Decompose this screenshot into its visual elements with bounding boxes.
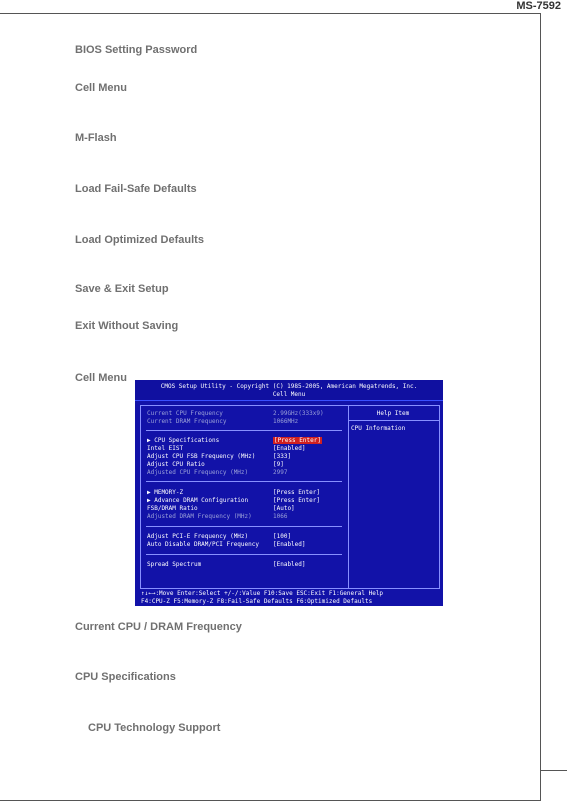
row-value[interactable]: [Enabled] [273,445,306,452]
bios-row-memory-z[interactable] [147,489,347,497]
row-value[interactable]: [Press Enter] [273,497,320,504]
right-margin-rule [540,13,541,801]
row-value: 1066MHz [273,418,299,425]
row-value: 2997 [273,469,288,476]
heading-cpu-specifications: CPU Specifications [75,671,176,683]
bios-screenshot [135,380,443,606]
heading-load-fail-safe-defaults: Load Fail-Safe Defaults [75,183,197,195]
row-label: Adjusted CPU Frequency (MHz) [147,469,249,476]
heading-cpu-technology-support: CPU Technology Support [88,722,221,734]
row-value[interactable]: [333] [273,453,292,460]
bios-separator [146,430,342,431]
key-legend-line-2: F4:CPU-Z F5:Memory-Z F8:Fail-Safe Defaults F6:Optimized Defaults [141,598,373,605]
bios-separator [146,554,342,555]
row-label: Adjust CPU FSB Frequency (MHz) [147,453,256,460]
row-value: 2.99GHz(333x9) [273,410,324,417]
bios-row-adjust-cpu-fsb[interactable] [147,453,347,461]
bios-title-bar [135,380,443,401]
row-label: ▶ Advance DRAM Configuration [147,497,249,504]
bios-separator [146,481,342,482]
row-value[interactable]: [Auto] [273,505,295,512]
row-label: Current CPU Frequency [147,410,223,417]
heading-exit-without-saving: Exit Without Saving [75,320,179,332]
bios-row-cpu-specifications[interactable] [147,437,347,445]
bios-row-adjust-pci-e-frequency[interactable] [147,533,347,541]
help-item-title: Help Item [376,410,410,417]
bios-row-fsb-dram-ratio[interactable] [147,505,347,513]
heading-save-exit-setup: Save & Exit Setup [75,283,169,295]
row-label: Adjust CPU Ratio [147,461,205,468]
bios-row-current-dram-frequency [147,418,347,426]
row-label: Spread Spectrum [147,561,202,568]
row-label: Intel EIST [147,445,184,452]
bottom-rule [0,800,541,801]
bios-row-spread-spectrum[interactable] [147,561,347,569]
bios-key-legend [135,588,443,606]
bios-row-current-cpu-frequency [147,410,347,418]
row-label: Auto Disable DRAM/PCI Frequency [147,541,259,548]
row-value: 1066 [273,513,288,520]
bios-row-adjusted-cpu-frequency [147,469,347,477]
bios-row-adjusted-dram-frequency [147,513,347,521]
row-value[interactable]: [Press Enter] [273,489,320,496]
row-label: ▶ MEMORY-Z [147,489,184,496]
help-divider [348,406,349,588]
help-separator [349,420,439,421]
page-tab-rule [541,770,567,771]
bios-row-auto-disable-dram-pci[interactable] [147,541,347,549]
help-item-text: CPU Information [351,425,406,432]
heading-cell-menu-figure: Cell Menu [75,372,127,384]
row-label: Current DRAM Frequency [147,418,227,425]
row-value[interactable]: [9] [273,461,284,468]
bios-row-adjust-cpu-ratio[interactable] [147,461,347,469]
bios-settings-panel [140,405,440,589]
row-value[interactable]: [100] [273,533,292,540]
heading-cell-menu: Cell Menu [75,82,127,94]
bios-row-intel-eist[interactable] [147,445,347,453]
row-label: ▶ CPU Specifications [147,437,220,444]
bios-row-advance-dram-configuration[interactable] [147,497,347,505]
row-value-selected[interactable]: [Press Enter] [274,437,321,444]
heading-bios-setting-password: BIOS Setting Password [75,44,198,56]
key-legend-line-1: ↑↓←→:Move Enter:Select +/-/:Value F10:Save ESC:Exit F1:General Help [141,590,384,597]
heading-current-cpu-dram-frequency: Current CPU / DRAM Frequency [75,621,242,633]
row-label: Adjusted DRAM Frequency (MHz) [147,513,252,520]
row-value[interactable]: [Enabled] [273,561,306,568]
model-number: MS-7592 [516,0,561,12]
heading-m-flash: M-Flash [75,132,117,144]
row-value[interactable]: [Enabled] [273,541,306,548]
row-label: Adjust PCI-E Frequency (MHz) [147,533,249,540]
row-label: FSB/DRAM Ratio [147,505,198,512]
bios-separator [146,526,342,527]
heading-load-optimized-defaults: Load Optimized Defaults [75,234,204,246]
top-rule [0,13,541,14]
bios-copyright: CMOS Setup Utility - Copyright (C) 1985-2005, American Megatrends, Inc. [160,383,418,390]
bios-menu-title: Cell Menu [272,391,306,398]
